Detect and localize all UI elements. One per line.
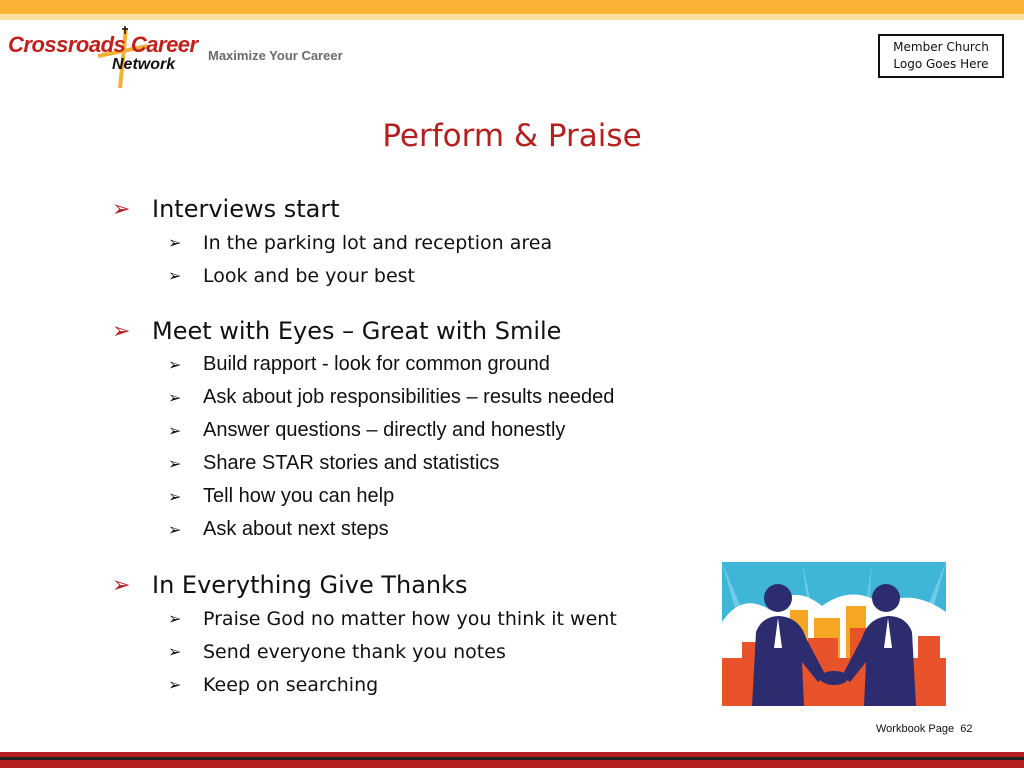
bullet-level2	[112, 447, 732, 480]
bullet-text: Praise God no matter how you think it went	[203, 607, 617, 630]
bullet-text: Answer questions – directly and honestly	[203, 419, 566, 441]
bullet-level1	[112, 192, 732, 226]
arrow-bullet-icon: ➢	[168, 642, 182, 661]
bullet-level2	[112, 668, 732, 701]
bullet-text: Look and be your best	[203, 264, 415, 287]
bullet-level1	[112, 568, 732, 602]
workbook-page-footer	[876, 723, 972, 735]
arrow-bullet-icon: ➢	[168, 609, 182, 628]
arrow-bullet-icon: ➢	[168, 488, 182, 506]
bullet-text: Keep on searching	[203, 673, 379, 696]
workbook-page-number: 62	[960, 723, 973, 735]
arrow-bullet-icon: ➢	[168, 675, 182, 694]
slide-title: Perform & Praise	[382, 118, 642, 154]
arrow-bullet-icon: ➢	[168, 233, 182, 252]
bullet-text: Send everyone thank you notes	[203, 640, 506, 663]
arrow-bullet-icon: ➢	[168, 521, 182, 539]
church-box-line2: Logo Goes Here	[893, 57, 989, 71]
bullet-level2	[112, 635, 732, 668]
arrow-bullet-icon: ➢	[112, 196, 131, 222]
arrow-bullet-icon: ➢	[168, 422, 182, 440]
bullet-level2	[112, 226, 732, 259]
bullet-level2	[112, 414, 732, 447]
top-decorative-band	[0, 0, 1024, 14]
logo-main-text: Crossroads Career	[8, 32, 198, 57]
section-heading: In Everything Give Thanks	[152, 571, 468, 599]
bottom-decorative-band-base	[0, 760, 1024, 768]
arrow-bullet-icon: ➢	[168, 455, 182, 473]
bullet-level2	[112, 259, 732, 292]
bullet-text: Tell how you can help	[203, 485, 395, 507]
arrow-bullet-icon: ➢	[168, 266, 182, 285]
arrow-bullet-icon: ➢	[168, 356, 182, 374]
bullet-text: Build rapport - look for common ground	[203, 353, 550, 375]
section-heading: Interviews start	[152, 195, 340, 223]
logo-sub-text: Network	[112, 56, 176, 73]
bullet-level2	[112, 480, 732, 513]
top-decorative-band-light	[0, 14, 1024, 20]
bullet-text: Ask about job responsibilities – results needed	[203, 386, 615, 408]
bullet-text: In the parking lot and reception area	[203, 231, 553, 254]
section-interviews-start	[112, 192, 732, 292]
section-meet-with-eyes	[112, 314, 732, 546]
workbook-page-label: Workbook Page	[876, 723, 955, 735]
bullet-level1	[112, 314, 732, 348]
bullet-level2	[112, 348, 732, 381]
bullet-level2	[112, 513, 732, 546]
handshake-illustration	[722, 562, 946, 706]
logo-tagline: Maximize Your Career	[208, 48, 343, 63]
arrow-bullet-icon: ➢	[168, 389, 182, 407]
bullet-level2	[112, 602, 732, 635]
section-give-thanks	[112, 568, 732, 701]
church-box-line1: Member Church	[893, 40, 989, 54]
arrow-bullet-icon: ➢	[112, 318, 131, 344]
crossroads-logo	[8, 26, 368, 90]
bullet-content	[112, 192, 732, 723]
bullet-level2	[112, 381, 732, 414]
bullet-text: Share STAR stories and statistics	[203, 452, 500, 474]
arrow-bullet-icon: ➢	[112, 572, 131, 598]
bullet-text: Ask about next steps	[203, 518, 389, 540]
member-church-logo-placeholder	[878, 34, 1004, 78]
section-heading: Meet with Eyes – Great with Smile	[152, 317, 562, 345]
